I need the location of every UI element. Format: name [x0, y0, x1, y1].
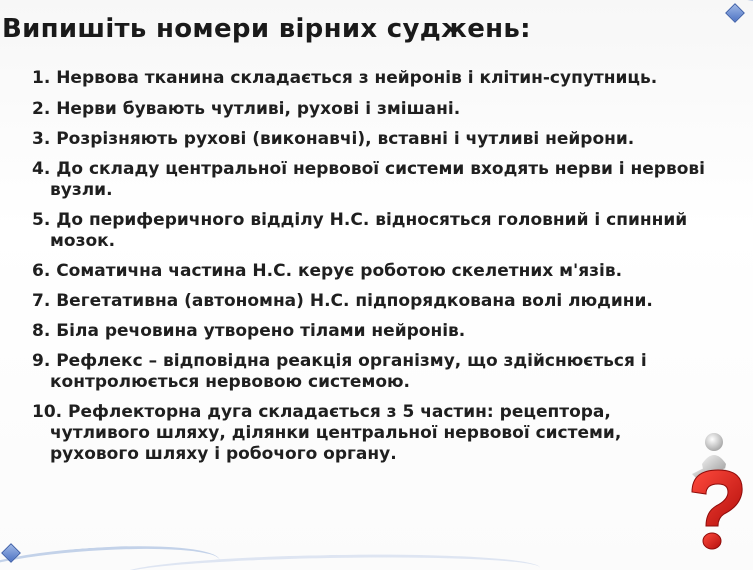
question-mark-figure-icon — [678, 430, 753, 555]
statement-item: 9. Рефлекс – відповідна реакція організму, що здійснюється і контролюється нервовою системою. — [32, 351, 647, 392]
statement-item: 8. Біла речовина утворено тілами нейронів. — [32, 321, 466, 341]
statement-item: 10. Рефлекторна дуга складається з 5 частин: рецептора, чутливого шляху, ділянки центральної нервової системи, рухового шляху і робочого органу. — [32, 402, 622, 464]
statement-item: 7. Вегетативна (автономна) Н.С. підпорядкована волі людини. — [32, 291, 653, 311]
statement-item: 5. До периферичного відділу Н.С. відносяться головний і спинний мозок. — [32, 210, 688, 251]
statements-list — [32, 68, 732, 474]
slide-title: Випишіть номери вірних суджень: — [2, 14, 531, 44]
statement-item: 6. Соматична частина Н.С. керує роботою скелетних м'язів. — [32, 261, 623, 281]
statement-item: 4. До складу центральної нервової системи входять нерви і нервові вузли. — [32, 159, 706, 200]
statement-item: 3. Розрізняють рухові (виконавчі), вставні і чутливі нейрони. — [32, 129, 635, 149]
statement-item: 1. Нервова тканина складається з нейронів і клітин-супутниць. — [32, 68, 658, 88]
statement-item: 2. Нерви бувають чутливі, рухові і змішані. — [32, 99, 461, 119]
